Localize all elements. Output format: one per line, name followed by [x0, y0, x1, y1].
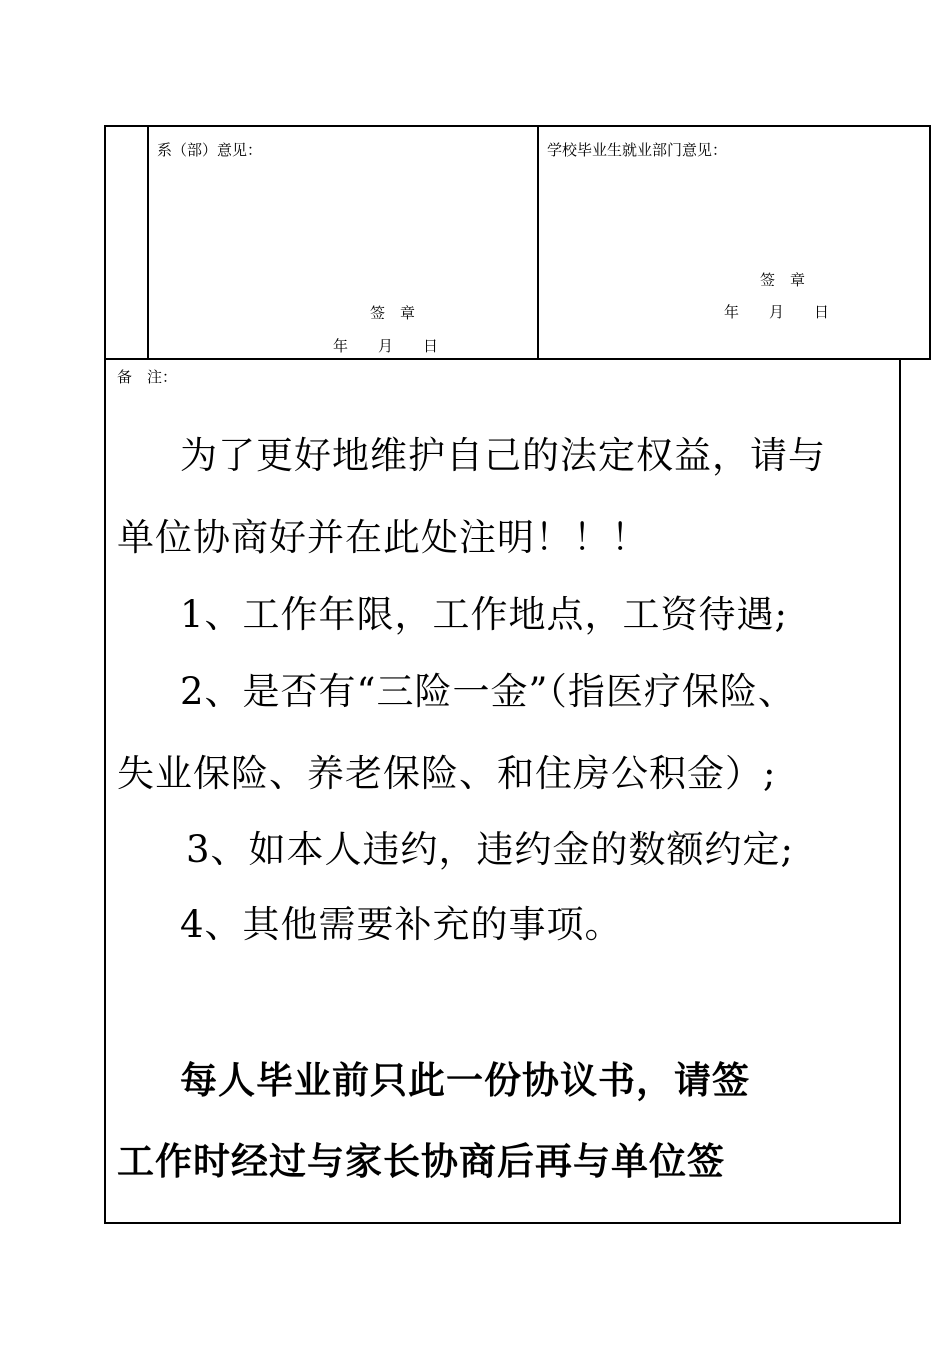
school-opinion-label: 学校毕业生就业部门意见： [547, 141, 728, 159]
table-top-border [105, 125, 931, 127]
row-divider [105, 358, 931, 360]
school-sign-label: 签 章 [760, 271, 806, 289]
item-1: 1、工作年限，工作地点，工资待遇; [180, 593, 789, 636]
dept-opinion-label: 系（部）意见： [157, 141, 263, 159]
notice-line-1: 每人毕业前只此一份协议书，请签 [180, 1058, 750, 1102]
table-right-border-top [929, 125, 931, 359]
item-3: 3、如本人违约，违约金的数额约定; [186, 828, 795, 871]
table-right-border-bottom [899, 358, 901, 1224]
item-2-line-2: 失业保险、养老保险、和住房公积金）; [117, 752, 777, 795]
notice-line-2: 工作时经过与家长协商后再与单位签 [117, 1139, 725, 1183]
intro-line-1: 为了更好地维护自己的法定权益，请与 [180, 434, 826, 477]
item-2-line-1: 2、是否有“三险一金”（指医疗保险、 [180, 670, 796, 713]
remarks-label: 备 注： [117, 368, 178, 386]
dept-sign-label: 签 章 [370, 304, 416, 322]
column-divider [537, 125, 539, 359]
inner-left-column-border [147, 125, 149, 359]
intro-line-2: 单位协商好并在此处注明！！！ [117, 516, 649, 559]
dept-date-label: 年 月 日 [333, 337, 439, 355]
table-bottom-border [104, 1222, 901, 1224]
item-4: 4、其他需要补充的事项。 [180, 903, 623, 946]
table-left-border [104, 125, 106, 1224]
school-date-label: 年 月 日 [724, 303, 830, 321]
